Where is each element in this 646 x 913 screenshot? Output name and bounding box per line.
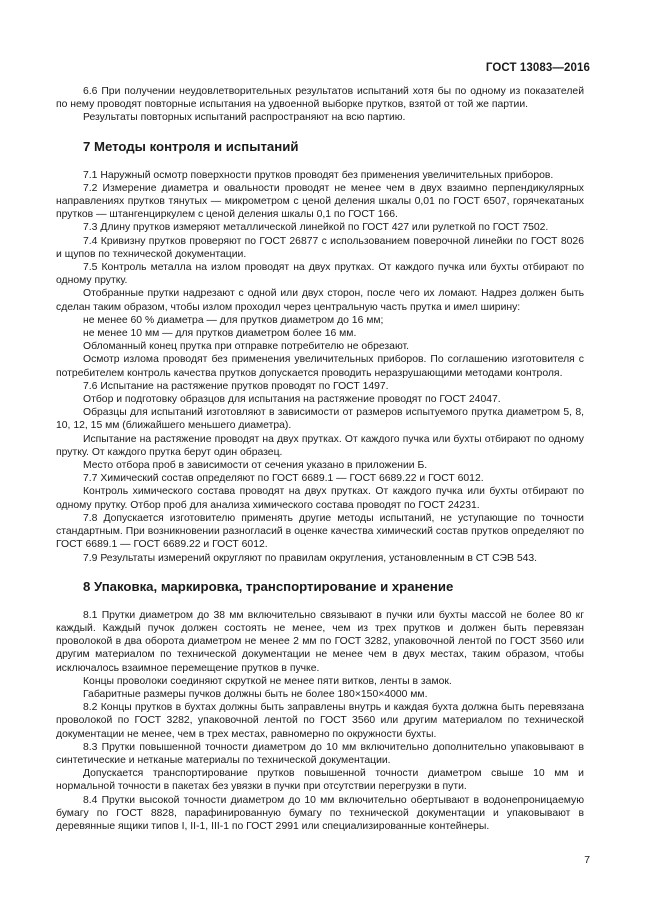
paragraph-7-9: 7.9 Результаты измерений округляют по правилам округления, установленным в СТ СЭВ 543. — [83, 552, 538, 564]
paragraph-7-1: 7.1 Наружный осмотр поверхности прутков проводят без применения увеличительных приборов. — [83, 169, 554, 181]
document-body — [56, 85, 584, 833]
paragraph-8-1: 8.1 Прутки диаметром до 38 мм включительно связывают в пучки или бухты массой не более 80 кг каждый. Каждый пучок должен состоять не менее, чем из трех прутков и должен быть перевязан проволокой в два оборота диаметром не менее 2 мм по ГОСТ 3282, упаковочной лентой по ГОСТ 3560 или другим материалом по технической документации не менее чем в двух местах, таким образом, чтобы исключалось взаимное перемещение прутков в пучке. — [56, 609, 584, 674]
section-8-heading: 8 Упаковка, маркировка, транспортирование и хранение — [83, 578, 454, 594]
paragraph-7-5: 7.5 Контроль металла на излом проводят на двух прутках. От каждого пучка или бухты отбирают по одному прутку. — [56, 262, 584, 287]
paragraph-6-6: 6.6 При получении неудовлетворительных результатов испытаний хотя бы по одному из показателей по нему проводят повторные испытания на удвоенной выборке прутков, взятой от той же партии. — [56, 86, 584, 111]
paragraph-7-7: 7.7 Химический состав определяют по ГОСТ 6689.1 — ГОСТ 6689.22 и ГОСТ 6012. — [83, 473, 484, 485]
paragraph-7-5-width-2: не менее 10 мм — для прутков диаметром более 16 мм. — [83, 328, 357, 340]
paragraph-8-3-transport: Допускается транспортирование прутков повышенной точности диаметром свыше 10 мм и нормальной точности в пакетах без увязки в пучки при отсутствии перегрузки в пути. — [56, 768, 584, 793]
paragraph-7-6-location: Место отбора проб в зависимости от сечения указано в приложении Б. — [83, 460, 428, 472]
paragraph-7-6: 7.6 Испытание на растяжение прутков проводят по ГОСТ 1497. — [83, 380, 389, 392]
section-7-heading: 7 Методы контроля и испытаний — [83, 138, 299, 154]
paragraph-8-3: 8.3 Прутки повышенной точности диаметром до 10 мм включительно дополнительно упаковывают в синтетические и нетканые материалы по технической документации. — [56, 741, 584, 766]
paragraph-7-5-width-1: не менее 60 % диаметра — для прутков диаметром до 16 мм; — [83, 314, 384, 326]
paragraph-7-6-sampling: Отбор и подготовку образцов для испытания на растяжение проводят по ГОСТ 24047. — [83, 394, 501, 406]
section-8-body — [56, 609, 584, 833]
paragraph-7-5-notch: Отобранные прутки надрезают с одной или двух сторон, после чего их ломают. Надрез должен быть сделан таким образом, чтобы излом проходил через центральную часть прутка и имел ширину: — [56, 288, 584, 313]
paragraph-8-1-dimensions: Габаритные размеры пучков должны быть не более 180×150×4000 мм. — [83, 688, 428, 700]
paragraph-7-5-end: Обломанный конец прутка при отправке потребителю не обрезают. — [83, 341, 410, 353]
paragraph-7-2: 7.2 Измерение диаметра и овальности проводят не менее чем в двух взаимно перпендикулярных направлениях прутков тянутых — микрометром с ценой деления шкалы 0,01 по ГОСТ 6507, горячекатаных прутков — штангенциркулем с ценой деления шкалы 0,1 по ГОСТ 166. — [56, 182, 584, 221]
page-number: 7 — [584, 855, 590, 866]
paragraph-8-2: 8.2 Концы прутков в бухтах должны быть заправлены внутрь и каждая бухта должна быть перевязана проволокой по ГОСТ 3282, упаковочной лентой по ГОСТ 3560 или другим материалом по технической документации не менее, чем в трех местах, равномерно по окружности бухты. — [56, 702, 584, 740]
paragraph-7-3: 7.3 Длину прутков измеряют металлической линейкой по ГОСТ 427 или рулеткой по ГОСТ 7502. — [83, 222, 549, 234]
paragraph-7-5-inspection: Осмотр излома проводят без применения увеличительных приборов. По соглашению изготовителя с потребителем контроль качества прутков допускается проводить неразрушающими методами контроля. — [56, 354, 584, 379]
paragraph-6-6-result: Результаты повторных испытаний распространяют на всю партию. — [83, 112, 406, 124]
paragraph-7-8: 7.8 Допускается изготовителю применять другие методы испытаний, не уступающие по точности стандартным. При возникновении разногласий в оценке качества химический состав прутков определяют по ГОСТ 6689.1 — ГОСТ 6689.22 и ГОСТ 6012. — [56, 512, 584, 551]
paragraph-8-1-wire: Концы проволоки соединяют скруткой не менее пяти витков, ленты в замок. — [83, 675, 452, 687]
paragraph-7-6-test: Испытание на растяжение проводят на двух прутках. От каждого пучка или бухты отбирают по одному прутку. От каждого прутка берут один образец. — [56, 433, 584, 458]
document-code-header: ГОСТ 13083—2016 — [485, 62, 590, 74]
paragraph-7-4: 7.4 Кривизну прутков проверяют по ГОСТ 26877 с использованием поверочной линейки по ГОСТ 8026 и щупов по технической документации. — [56, 235, 584, 260]
paragraph-7-7-control: Контроль химического состава проводят на двух прутках. От каждого пучка или бухты отбирают по одному прутку. Отбор проб для анализа химического состава проводят по ГОСТ 24231. — [56, 486, 584, 511]
section-7-body — [56, 169, 584, 565]
paragraph-8-4: 8.4 Прутки высокой точности диаметром до 10 мм включительно обертывают в водонепроницаемую бумагу по ГОСТ 8828, парафинированную бумагу по технической документации и упаковывают в деревянные ящики типов I, II-1, III-1 по ГОСТ 2991 или специализированные контейнеры. — [56, 794, 584, 832]
paragraph-7-6-specimens: Образцы для испытаний изготовляют в зависимости от размеров испытуемого прутка диаметром 5, 8, 10, 12, 15 мм (ближайшего меньшего диаметра). — [56, 407, 584, 432]
